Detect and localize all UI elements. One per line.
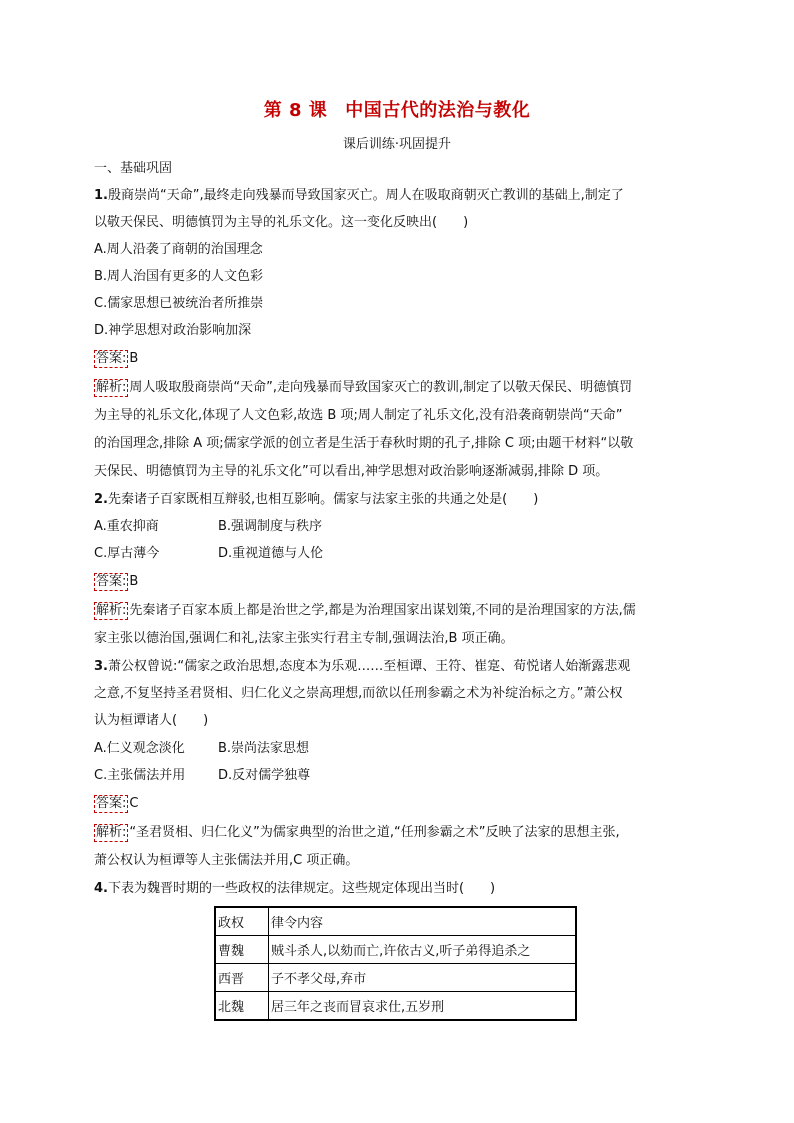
question-2-analysis-line2: 家主张以德治国,强调仁和礼,法家主张实行君主专制,强调法治,B 项正确。 — [94, 631, 514, 646]
question-2-option-a: A.重农抑商 — [94, 519, 159, 534]
question-3-stem-line2: 之意,不复坚持圣君贤相、归仁化义之崇高理想,而欲以任刑参霸之术为补绽治标之方。”萧公权 — [94, 686, 623, 701]
question-1-analysis-line1 — [94, 379, 694, 397]
answer-label: 答案: — [96, 796, 127, 811]
table-header-row — [215, 907, 576, 936]
page-subtitle: 课后训练·巩固提升 — [342, 137, 452, 152]
question-1-analysis-line2: 为主导的礼乐文化,体现了人文色彩,故选 B 项;周人制定了礼乐文化,没有沿袭商朝崇尚“天命” — [94, 408, 623, 423]
question-text: 殷商崇尚“天命”,最终走向残暴而导致国家灭亡。周人在吸取商朝灭亡教训的基础上,制定了 — [107, 188, 624, 203]
question-2-analysis-line1 — [94, 602, 694, 620]
table-cell: 西晋 — [215, 964, 269, 992]
table-header-cell: 政权 — [215, 907, 269, 936]
question-3-option-d: D.反对儒学独尊 — [218, 768, 311, 783]
table-cell: 贼斗杀人,以劾而亡,许依古义,听子弟得追杀之 — [269, 936, 577, 964]
answer-label: 答案: — [96, 351, 127, 366]
question-2-option-d: D.重视道德与人伦 — [218, 546, 324, 561]
question-1-option-d: D.神学思想对政治影响加深 — [94, 323, 252, 338]
law-table — [214, 906, 577, 1021]
question-1-analysis-line3: 的治国理念,排除 A 项;儒家学派的创立者是生活于春秋时期的孔子,排除 C 项;由题干材料“以敬 — [94, 436, 634, 451]
table-row — [215, 964, 576, 992]
analysis-text: 先秦诸子百家本质上都是治世之学,都是为治理国家出谋划策,不同的是治理国家的方法,儒 — [129, 603, 636, 618]
question-4-stem — [94, 880, 694, 898]
analysis-text: 周人吸取殷商崇尚“天命”,走向残暴而导致国家灭亡的教训,制定了以敬天保民、明德慎罚 — [129, 380, 633, 395]
analysis-label: 解析: — [96, 825, 127, 840]
table-cell: 居三年之丧而冒哀求仕,五岁刑 — [269, 992, 577, 1021]
question-1-stem-line1 — [94, 187, 694, 205]
question-1-stem-line2: 以敬天保民、明德慎罚为主导的礼乐文化。这一变化反映出( ) — [94, 215, 469, 230]
question-number: 2. — [94, 492, 108, 507]
table-cell: 北魏 — [215, 992, 269, 1021]
lesson-name: 中国古代的法治与教化 — [345, 100, 531, 121]
question-number: 1. — [94, 188, 108, 203]
answer-value: B — [129, 351, 139, 366]
question-2-option-b: B.强调制度与秩序 — [218, 519, 323, 534]
question-2-option-c: C.厚古薄今 — [94, 546, 160, 561]
question-2-options-row2 — [94, 545, 694, 563]
question-3-analysis-line1 — [94, 824, 694, 842]
answer-value: B — [129, 574, 139, 589]
question-1-answer — [94, 350, 694, 368]
question-3-analysis-line2: 萧公权认为桓谭等人主张儒法并用,C 项正确。 — [94, 853, 359, 868]
question-3-option-c: C.主张儒法并用 — [94, 768, 186, 783]
question-text: 萧公权曾说:“儒家之政治思想,态度本为乐观……至桓谭、王符、崔寔、荀悦诸人始渐露悲观 — [107, 659, 631, 674]
question-text: 先秦诸子百家既相互辩驳,也相互影响。儒家与法家主张的共通之处是( ) — [107, 492, 539, 507]
answer-label: 答案: — [96, 574, 127, 589]
question-number: 4. — [94, 881, 108, 896]
question-3-answer — [94, 795, 694, 813]
question-2-answer — [94, 573, 694, 591]
question-text: 下表为魏晋时期的一些政权的法律规定。这些规定体现出当时( ) — [107, 881, 496, 896]
analysis-label: 解析: — [96, 603, 127, 618]
question-1-option-b: B.周人治国有更多的人文色彩 — [94, 269, 264, 284]
section-heading: 一、基础巩固 — [94, 161, 173, 176]
answer-value: C — [129, 796, 139, 811]
table-row — [215, 992, 576, 1021]
question-3-options-row1 — [94, 740, 694, 758]
analysis-label: 解析: — [96, 380, 127, 395]
question-3-stem-line1 — [94, 658, 694, 676]
question-number: 3. — [94, 659, 108, 674]
question-2-options-row1 — [94, 518, 694, 536]
question-1-option-c: C.儒家思想已被统治者所推崇 — [94, 296, 264, 311]
lesson-title — [0, 96, 794, 122]
table-cell: 子不孝父母,弃市 — [269, 964, 577, 992]
table-row — [215, 936, 576, 964]
question-2-stem — [94, 491, 694, 509]
question-3-stem-line3: 认为桓谭诸人( ) — [94, 713, 209, 728]
lesson-number: 第 8 课 — [263, 100, 328, 121]
question-1-analysis-line4: 天保民、明德慎罚为主导的礼乐文化”可以看出,神学思想对政治影响逐渐减弱,排除 D 项。 — [94, 464, 609, 479]
question-1-option-a: A.周人沿袭了商朝的治国理念 — [94, 242, 263, 257]
analysis-text: “圣君贤相、归仁化义”为儒家典型的治世之道,“任刑参霸之术”反映了法家的思想主张, — [129, 825, 620, 840]
table-header-cell: 律令内容 — [269, 907, 577, 936]
question-3-option-b: B.崇尚法家思想 — [218, 741, 310, 756]
question-3-options-row2 — [94, 767, 694, 785]
question-3-option-a: A.仁义观念淡化 — [94, 741, 185, 756]
table-cell: 曹魏 — [215, 936, 269, 964]
